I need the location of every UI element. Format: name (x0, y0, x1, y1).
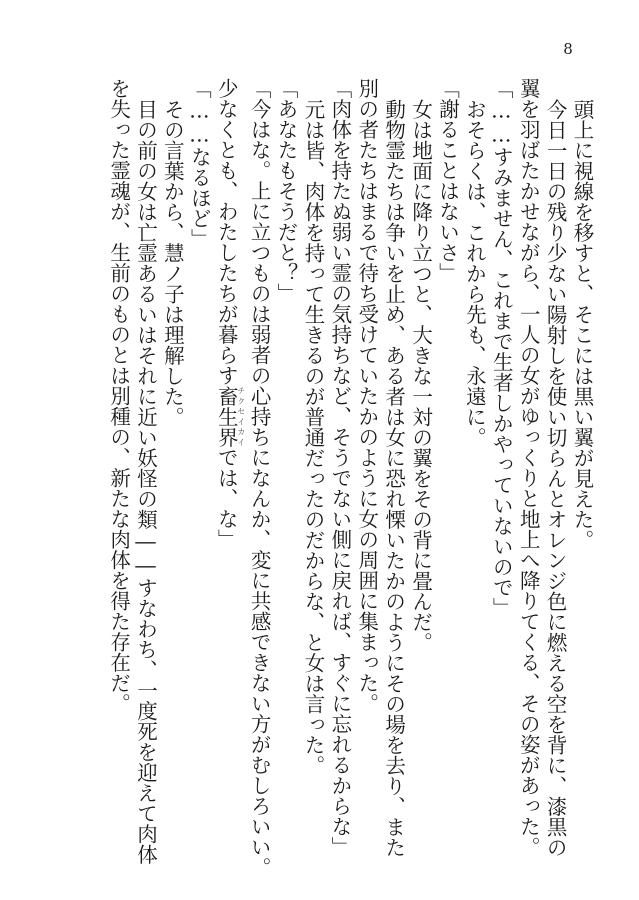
text-line: 「あなたもそうだと？」 (274, 78, 299, 304)
text-line: 目の前の女は亡霊あるいはそれに近い妖怪の類――すなわち、一度死を迎えて肉体 (133, 98, 158, 864)
text-line: 別の者たちはまるで待ち受けていたかのように女の周囲に集まった。 (354, 78, 379, 714)
text-line: 女は地面に降り立つと、大きな一対の翼をその背に畳んだ。 (408, 98, 433, 652)
text-line: 「肉体を持たぬ弱い霊の気持ちなど、そうでない側に戻れば、すぐに忘れるからな」 (327, 78, 352, 857)
text-line: 頭上に視線を移すと、そこには黒い翼が見えた。 (570, 98, 594, 550)
text-line: 「謝ることはないさ」 (435, 78, 460, 283)
page-number: 8 (563, 40, 573, 58)
text-line: 動物霊たちは争いを止め、ある者は女に恐れ慄いたかのようにその場を去り、また (381, 98, 406, 857)
text-line: おそらくは、これから先も、永遠に。 (462, 98, 487, 447)
text-line: を失った霊魂が、生前のものとは別種の、新たな肉体を得た存在だ。 (106, 78, 131, 714)
ruby-annotation: 畜生界チクセイカイ (214, 385, 246, 447)
text-line: 「……なるほど」 (187, 78, 212, 249)
text-line: 少なくとも、わたしたちが暮らす畜生界チクセイカイでは、な」 (214, 78, 246, 550)
text-line: その言葉から、慧ノ子は理解した。 (160, 98, 185, 427)
body-text (105, 78, 595, 878)
text-line: 翼を羽ばたかせながら、一人の女がゆっくりと地上へ降りてくる、その姿があった。 (516, 78, 541, 857)
text-line: 元は皆、肉体を持って生きるのが普通だったのだからな、と女は言った。 (300, 98, 325, 775)
ruby-reading: チクセイカイ (236, 385, 246, 447)
text-line: 「今はな。上に立つものは弱者の心持ちになんか、変に共感できない方がむしろいい。 (247, 78, 272, 878)
text-line: 「……すみません、これまで生者しかやっていないので」 (489, 78, 514, 618)
text-line: 今日一日の残り少ない陽射しを使い切らんとオレンジ色に燃える空を背に、漆黒の (543, 98, 568, 857)
